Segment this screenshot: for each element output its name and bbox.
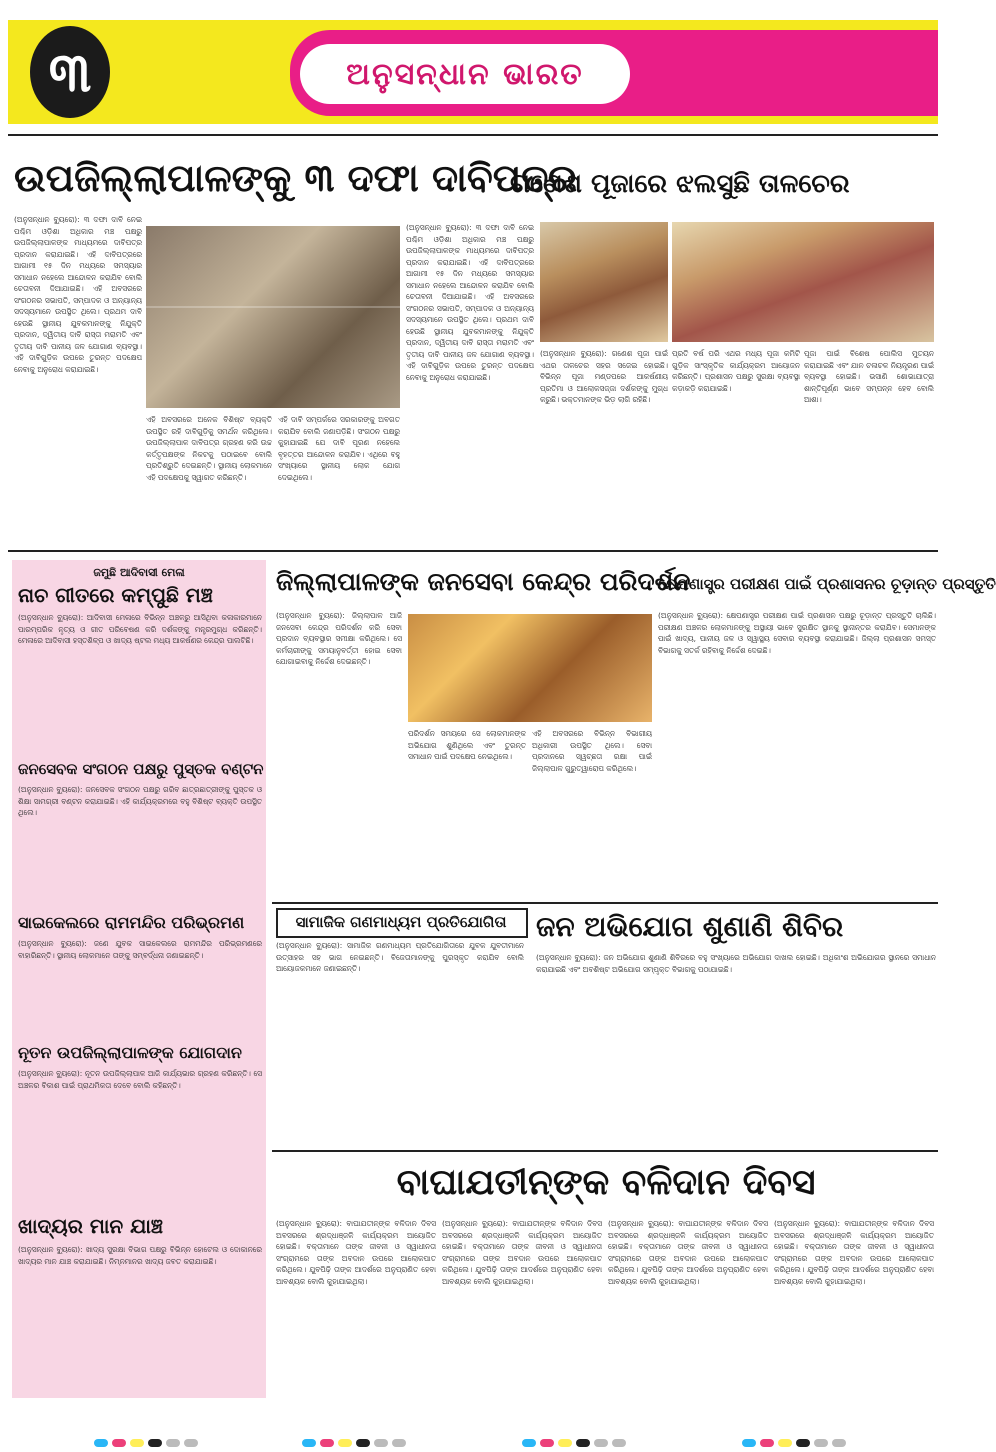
sidebar-story4-text: (ଅନୁସନ୍ଧାନ ବ୍ୟୁରୋ): ନୂତନ ଉପଜିଲ୍ଲାପାଳ ଆଜି କାର୍ଯ୍ୟଭାର ଗ୍ରହଣ କରିଛନ୍ତି। ସେ ଅଞ୍ଚଳର ବିକାଶ ପାଇଁ ପ୍ରାଥମିକତା ଦେବେ ବୋଲି କହିଛନ୍ତି।	[18, 1069, 262, 1090]
top-story-col3: ଏହି ଦାବି ସମ୍ପର୍କରେ ସରକାରଙ୍କୁ ଅବଗତ କରାଯିବ ବୋଲି ଜଣାପଡ଼ିଛି। ସଂଗଠନ ପକ୍ଷରୁ କୁହାଯାଇଛି ଯେ ଦାବି ପୂରଣ ନହେଲେ ବୃହତ୍ତର ଆନ୍ଦୋଳନ କରାଯିବ। ଏଥିରେ ବହୁ ସଂଖ୍ୟାରେ ସ୍ଥାନୀୟ ଲୋକ ଯୋଗ ଦେଇଥିଲେ।	[278, 415, 400, 482]
top-story-photo	[146, 226, 400, 408]
bagha-col4: (ଅନୁସନ୍ଧାନ ବ୍ୟୁରୋ): ବାଘାଯତୀନ୍‌ଙ୍କ ବଳିଦାନ ଦିବସ ଅବସରରେ ଶ୍ରଦ୍ଧାଞ୍ଜଳି କାର୍ଯ୍ୟକ୍ରମ ଆୟୋଜିତ ହୋଇଛି। ବକ୍ତାମାନେ ତାଙ୍କ ଜୀବନୀ ଓ ସ୍ୱାଧୀନତା ସଂଗ୍ରାମରେ ତାଙ୍କ ଅବଦାନ ଉପରେ ଆଲୋକପାତ କରିଥିଲେ। ଯୁବପିଢ଼ି ତାଙ୍କ ଆଦର୍ଶରେ ଅନୁପ୍ରାଣିତ ହେବା ଆବଶ୍ୟକ ବୋଲି କୁହାଯାଇଥିଲା।	[774, 1219, 934, 1286]
sidebar-story4-title: ନୂତନ ଉପଜିଲ୍ଲାପାଳଙ୍କ ଯୋଗଦାନ	[18, 1043, 242, 1062]
section-divider-2	[272, 902, 938, 904]
sidebar-story2-title: ଜନସେବକ ସଂଗଠନ ପକ୍ଷରୁ ପୁସ୍ତକ ବଣ୍ଟନ	[18, 760, 264, 778]
collector-col3: ଏହି ଅବସରରେ ବିଭିନ୍ନ ବିଭାଗୀୟ ଅଧିକାରୀ ଉପସ୍ଥିତ ଥିଲେ। ସେବା ପ୍ରଦାନରେ ସ୍ୱଚ୍ଛତା ରକ୍ଷା ପାଇଁ ଜିଲ୍ଲାପାଳ ଗୁରୁତ୍ୱାରୋପ କରିଥିଲେ।	[532, 729, 652, 773]
social-story-headline: ସାମାଜିକ ଗଣମାଧ୍ୟମ ପ୍ରତିଯୋଗିତା	[295, 913, 507, 931]
sidebar-story5-title: ଖାଦ୍ୟର ମାନ ଯାଞ୍ଚ	[18, 1214, 163, 1238]
top-story-headline: ଉପଜିଲ୍ଲାପାଳଙ୍କୁ ୩ ଦଫା ଦାବିପତ୍ର	[14, 156, 578, 200]
sidebar-story3-title: ସାଇକେଲରେ ରାମମନ୍ଦିର ପରିଭ୍ରମଣ	[18, 913, 245, 932]
ganesh-col3: ପୂଜା ପାଇଁ ବିଶେଷ ପୋଲିସ ମୁତୟନ କରାଯାଇଛି ଏବଂ ଯାନ ଚଳାଚଳ ନିୟନ୍ତ୍ରଣ ପାଇଁ ବ୍ୟବସ୍ଥା ହୋଇଛି। ଭସାଣି ଶୋଭାଯାତ୍ରା ଶାନ୍ତିପୂର୍ଣ୍ଣ ଭାବେ ସମ୍ପନ୍ନ ହେବ ବୋଲି ଆଶା।	[804, 349, 934, 404]
missile-story-text: (ଅନୁସନ୍ଧାନ ବ୍ୟୁରୋ): କ୍ଷେପଣାସ୍ତ୍ର ପରୀକ୍ଷଣ ପାଇଁ ପ୍ରଶାସନ ପକ୍ଷରୁ ଚୂଡ଼ାନ୍ତ ପ୍ରସ୍ତୁତି ଚାଲିଛି। ପରୀକ୍ଷଣ ଅଞ୍ଚଳର ଲୋକମାନଙ୍କୁ ଅସ୍ଥାୟୀ ଭାବେ ସୁରକ୍ଷିତ ସ୍ଥାନକୁ ସ୍ଥାନାନ୍ତର କରାଯିବ। ସେମାନଙ୍କ ପାଇଁ ଖାଦ୍ୟ, ପାନୀୟ ଜଳ ଓ ସ୍ୱାସ୍ଥ୍ୟ ସେବାର ବ୍ୟବସ୍ଥା କରାଯାଇଛି। ଜିଲ୍ଲା ପ୍ରଶାସନ ସମସ୍ତ ବିଭାଗକୁ ସତର୍କ ରହିବାକୁ ନିର୍ଦ୍ଦେଶ ଦେଇଛି।	[658, 611, 936, 655]
sidebar-story2-text: (ଅନୁସନ୍ଧାନ ବ୍ୟୁରୋ): ଜନସେବକ ସଂଗଠନ ପକ୍ଷରୁ ଗରିବ ଛାତ୍ରଛାତ୍ରୀଙ୍କୁ ପୁସ୍ତକ ଓ ଶିକ୍ଷା ସାମଗ୍ରୀ ବଣ୍ଟନ କରାଯାଇଛି। ଏହି କାର୍ଯ୍ୟକ୍ରମରେ ବହୁ ବିଶିଷ୍ଟ ବ୍ୟକ୍ତି ଉପସ୍ଥିତ ଥିଲେ।	[18, 785, 262, 817]
collector-col2: ପରିଦର୍ଶନ ସମୟରେ ସେ ଲୋକମାନଙ୍କ ଅଭିଯୋଗ ଶୁଣିଥିଲେ ଏବଂ ତୁରନ୍ତ ସମାଧାନ ପାଇଁ ପଦକ୍ଷେପ ନେଇଥିଲେ।	[408, 729, 526, 761]
header-divider	[8, 134, 938, 136]
collector-story-headline: ଜିଲ୍ଲାପାଳଙ୍କ ଜନସେବା କେନ୍ଦ୍ର ପରିଦର୍ଶନ	[276, 567, 691, 596]
ganesh-photo-1	[540, 222, 668, 342]
section-divider-1	[8, 550, 938, 552]
collector-col1: (ଅନୁସନ୍ଧାନ ବ୍ୟୁରୋ): ଜିଲ୍ଲାପାଳ ଆଜି ଜନସେବା କେନ୍ଦ୍ର ପରିଦର୍ଶନ କରି ସେବା ପ୍ରଦାନ ବ୍ୟବସ୍ଥାର ସମୀକ୍ଷା କରିଥିଲେ। ସେ କର୍ମଚାରୀଙ୍କୁ ସମୟାନୁବର୍ତ୍ତୀ ହୋଇ ସେବା ଯୋଗାଇବାକୁ ନିର୍ଦ୍ଦେଶ ଦେଇଛନ୍ତି।	[276, 611, 402, 666]
ganesh-col1: (ଅନୁସନ୍ଧାନ ବ୍ୟୁରୋ): ଗଣେଶ ପୂଜା ପାଇଁ ଏଥର ତାଳଚେର ସହର ସଜେଇ ହୋଇଛି। ବିଭିନ୍ନ ପୂଜା ମଣ୍ଡପରେ ଆକର୍ଷଣୀୟ ପ୍ରତିମା ଓ ଆଲୋକସଜ୍ଜା ଦର୍ଶକଙ୍କୁ ମୁଗ୍ଧ କରୁଛି। ଭକ୍ତମାନଙ୍କ ଭିଡ଼ ଲାଗି ରହିଛି।	[540, 349, 668, 404]
missile-story-headline: କ୍ଷେପଣାସ୍ତ୍ର ପରୀକ୍ଷଣ ପାଇଁ ପ୍ରଶାସନର ଚୂଡ଼ାନ୍ତ ପ୍ରସ୍ତୁତି	[658, 575, 996, 593]
bagha-col2: (ଅନୁସନ୍ଧାନ ବ୍ୟୁରୋ): ବାଘାଯତୀନ୍‌ଙ୍କ ବଳିଦାନ ଦିବସ ଅବସରରେ ଶ୍ରଦ୍ଧାଞ୍ଜଳି କାର୍ଯ୍ୟକ୍ରମ ଆୟୋଜିତ ହୋଇଛି। ବକ୍ତାମାନେ ତାଙ୍କ ଜୀବନୀ ଓ ସ୍ୱାଧୀନତା ସଂଗ୍ରାମରେ ତାଙ୍କ ଅବଦାନ ଉପରେ ଆଲୋକପାତ କରିଥିଲେ। ଯୁବପିଢ଼ି ତାଙ୍କ ଆଦର୍ଶରେ ଅନୁପ୍ରାଣିତ ହେବା ଆବଶ୍ୟକ ବୋଲି କୁହାଯାଇଥିଲା।	[442, 1219, 602, 1286]
ganesh-photo-2	[672, 222, 934, 342]
paper-name: ଅନୁସନ୍ଧାନ ଭାରତ	[300, 44, 630, 104]
bagha-col1: (ଅନୁସନ୍ଧାନ ବ୍ୟୁରୋ): ବାଘାଯତୀନ୍‌ଙ୍କ ବଳିଦାନ ଦିବସ ଅବସରରେ ଶ୍ରଦ୍ଧାଞ୍ଜଳି କାର୍ଯ୍ୟକ୍ରମ ଆୟୋଜିତ ହୋଇଛି। ବକ୍ତାମାନେ ତାଙ୍କ ଜୀବନୀ ଓ ସ୍ୱାଧୀନତା ସଂଗ୍ରାମରେ ତାଙ୍କ ଅବଦାନ ଉପରେ ଆଲୋକପାତ କରିଥିଲେ। ଯୁବପିଢ଼ି ତାଙ୍କ ଆଦର୍ଶରେ ଅନୁପ୍ରାଣିତ ହେବା ଆବଶ୍ୟକ ବୋଲି କୁହାଯାଇଥିଲା।	[276, 1219, 436, 1286]
page-number: ୩	[30, 26, 110, 118]
grievance-story-text: (ଅନୁସନ୍ଧାନ ବ୍ୟୁରୋ): ଜନ ଅଭିଯୋଗ ଶୁଣାଣି ଶିବିରରେ ବହୁ ସଂଖ୍ୟାରେ ଅଭିଯୋଗ ଦାଖଲ ହୋଇଛି। ଅଧିକାଂଶ ଅଭିଯୋଗର ସ୍ଥାନରେ ସମାଧାନ କରାଯାଇଛି ଏବଂ ଅବଶିଷ୍ଟ ଅଭିଯୋଗ ସମ୍ପୃକ୍ତ ବିଭାଗକୁ ପଠାଯାଇଛି।	[536, 953, 936, 974]
sidebar-kicker: ଜମୁଛି ଆଦିବାସୀ ମେଳା	[93, 566, 185, 579]
grievance-story-headline: ଜନ ଅଭିଯୋଗ ଶୁଣାଣି ଶିବିର	[536, 910, 844, 943]
bagha-col3: (ଅନୁସନ୍ଧାନ ବ୍ୟୁରୋ): ବାଘାଯତୀନ୍‌ଙ୍କ ବଳିଦାନ ଦିବସ ଅବସରରେ ଶ୍ରଦ୍ଧାଞ୍ଜଳି କାର୍ଯ୍ୟକ୍ରମ ଆୟୋଜିତ ହୋଇଛି। ବକ୍ତାମାନେ ତାଙ୍କ ଜୀବନୀ ଓ ସ୍ୱାଧୀନତା ସଂଗ୍ରାମରେ ତାଙ୍କ ଅବଦାନ ଉପରେ ଆଲୋକପାତ କରିଥିଲେ। ଯୁବପିଢ଼ି ତାଙ୍କ ଆଦର୍ଶରେ ଅନୁପ୍ରାଣିତ ହେବା ଆବଶ୍ୟକ ବୋଲି କୁହାଯାଇଥିଲା।	[608, 1219, 768, 1286]
sidebar-story5-text: (ଅନୁସନ୍ଧାନ ବ୍ୟୁରୋ): ଖାଦ୍ୟ ସୁରକ୍ଷା ବିଭାଗ ପକ୍ଷରୁ ବିଭିନ୍ନ ହୋଟେଲ ଓ ଦୋକାନରେ ଖାଦ୍ୟର ମାନ ଯାଞ୍ଚ କରାଯାଇଛି। ନିମ୍ନମାନର ଖାଦ୍ୟ ଜବତ କରାଯାଇଛି।	[18, 1245, 262, 1266]
bagha-story-headline: ବାଘାଯତୀନ୍‌ଙ୍କ ବଳିଦାନ ଦିବସ	[396, 1162, 816, 1203]
sidebar-story1-title: ନାଚ ଗୀତରେ କମ୍ପୁଛି ମଞ୍ଚ	[18, 583, 213, 607]
ganesh-col2: ପ୍ରତି ବର୍ଷ ପରି ଏଥର ମଧ୍ୟ ପୂଜା କମିଟି ଗୁଡ଼ିକ ସାଂସ୍କୃତିକ କାର୍ଯ୍ୟକ୍ରମ ଆୟୋଜନ କରିଛନ୍ତି। ପ୍ରଶାସନ ପକ୍ଷରୁ ସୁରକ୍ଷା ବ୍ୟବସ୍ଥା କଡ଼ାକଡ଼ି କରାଯାଇଛି।	[672, 349, 800, 393]
sidebar-story3-text: (ଅନୁସନ୍ଧାନ ବ୍ୟୁରୋ): ଜଣେ ଯୁବକ ସାଇକେଲରେ ରାମମନ୍ଦିର ପରିଭ୍ରମଣରେ ବାହାରିଛନ୍ତି। ସ୍ଥାନୀୟ ଲୋକମାନେ ତାଙ୍କୁ ସମ୍ବର୍ଦ୍ଧନା ଜଣାଇଛନ୍ତି।	[18, 939, 262, 960]
section-divider-3	[272, 1150, 938, 1152]
print-registration-marks	[0, 1428, 945, 1448]
sidebar-story1-text: (ଅନୁସନ୍ଧାନ ବ୍ୟୁରୋ): ଆଦିବାସୀ ମେଳାରେ ବିଭିନ୍ନ ଅଞ୍ଚଳରୁ ଆସିଥିବା କଳାକାରମାନେ ପାରମ୍ପରିକ ନୃତ୍ୟ ଓ ଗୀତ ପରିବେଷଣ କରି ଦର୍ଶକଙ୍କୁ ମନ୍ତ୍ରମୁଗ୍ଧ କରିଛନ୍ତି। ମେଳାରେ ଆଦିବାସୀ ହସ୍ତଶିଳ୍ପ ଓ ଖାଦ୍ୟ ଷ୍ଟଲ ମଧ୍ୟ ଆକର୍ଷଣର କେନ୍ଦ୍ର ପାଲଟିଛି।	[18, 613, 262, 645]
social-story-text: (ଅନୁସନ୍ଧାନ ବ୍ୟୁରୋ): ସାମାଜିକ ଗଣମାଧ୍ୟମ ପ୍ରତିଯୋଗିତାରେ ଯୁବକ ଯୁବତୀମାନେ ଉତ୍ସାହର ସହ ଭାଗ ନେଇଛନ୍ତି। ବିଜେତାମାନଙ୍କୁ ପୁରସ୍କୃତ କରାଯିବ ବୋଲି ଆୟୋଜକମାନେ ଜଣାଇଛନ୍ତି।	[276, 941, 524, 973]
ganesh-story-headline: ଗଣେଶ ପୂଜାରେ ଝଲସୁଛି ତାଳଚେର	[510, 169, 850, 199]
collector-photo	[408, 614, 652, 722]
top-story-col4: (ଅନୁସନ୍ଧାନ ବ୍ୟୁରୋ): ୩ ଦଫା ଦାବି ନେଇ ପଶ୍ଚିମ ଓଡ଼ିଶା ଅଧିକାର ମଞ୍ଚ ପକ୍ଷରୁ ଉପଜିଲ୍ଲାପାଳଙ୍କ ମାଧ୍ୟମରେ ଦାବିପତ୍ର ପ୍ରଦାନ କରାଯାଇଛି। ଏହି ଦାବିପତ୍ରରେ ଆଗାମୀ ୧୫ ଦିନ ମଧ୍ୟରେ ସମସ୍ୟାର ସମାଧାନ ନହେଲେ ଆନ୍ଦୋଳନ କରାଯିବ ବୋଲି ଚେତାବନୀ ଦିଆଯାଇଛି। ଏହି ଅବସରରେ ସଂଗଠନର ସଭାପତି, ସମ୍ପାଦକ ଓ ଅନ୍ୟାନ୍ୟ ସଦସ୍ୟମାନେ ଉପସ୍ଥିତ ଥିଲେ। ପ୍ରଥମ ଦାବି ହେଉଛି ସ୍ଥାନୀୟ ଯୁବକମାନଙ୍କୁ ନିଯୁକ୍ତି ପ୍ରଦାନ, ଦ୍ୱିତୀୟ ଦାବି ରାସ୍ତା ମରାମତି ଏବଂ ତୃତୀୟ ଦାବି ପାନୀୟ ଜଳ ଯୋଗାଣ ବ୍ୟବସ୍ଥା। ଏହି ଦାବିଗୁଡ଼ିକ ଉପରେ ତୁରନ୍ତ ପଦକ୍ଷେପ ନେବାକୁ ଅନୁରୋଧ କରାଯାଇଛି।	[406, 223, 534, 382]
top-story-col2: ଏହି ଅବସରରେ ଅନେକ ବିଶିଷ୍ଟ ବ୍ୟକ୍ତି ଉପସ୍ଥିତ ରହି ଦାବିଗୁଡ଼ିକୁ ସମର୍ଥନ କରିଥିଲେ। ଉପଜିଲ୍ଲାପାଳ ଦାବିପତ୍ର ଗ୍ରହଣ କରି ଉଚ୍ଚ କର୍ତ୍ତୃପକ୍ଷଙ୍କ ନିକଟକୁ ପଠାଇବେ ବୋଲି ପ୍ରତିଶ୍ରୁତି ଦେଇଛନ୍ତି। ସ୍ଥାନୀୟ ଲୋକମାନେ ଏହି ପଦକ୍ଷେପକୁ ସ୍ୱାଗତ କରିଛନ୍ତି।	[146, 415, 272, 482]
top-story-col1: (ଅନୁସନ୍ଧାନ ବ୍ୟୁରୋ): ୩ ଦଫା ଦାବି ନେଇ ପଶ୍ଚିମ ଓଡ଼ିଶା ଅଧିକାର ମଞ୍ଚ ପକ୍ଷରୁ ଉପଜିଲ୍ଲାପାଳଙ୍କ ମାଧ୍ୟମରେ ଦାବିପତ୍ର ପ୍ରଦାନ କରାଯାଇଛି। ଏହି ଦାବିପତ୍ରରେ ଆଗାମୀ ୧୫ ଦିନ ମଧ୍ୟରେ ସମସ୍ୟାର ସମାଧାନ ନହେଲେ ଆନ୍ଦୋଳନ କରାଯିବ ବୋଲି ଚେତାବନୀ ଦିଆଯାଇଛି। ଏହି ଅବସରରେ ସଂଗଠନର ସଭାପତି, ସମ୍ପାଦକ ଓ ଅନ୍ୟାନ୍ୟ ସଦସ୍ୟମାନେ ଉପସ୍ଥିତ ଥିଲେ। ପ୍ରଥମ ଦାବି ହେଉଛି ସ୍ଥାନୀୟ ଯୁବକମାନଙ୍କୁ ନିଯୁକ୍ତି ପ୍ରଦାନ, ଦ୍ୱିତୀୟ ଦାବି ରାସ୍ତା ମରାମତି ଏବଂ ତୃତୀୟ ଦାବି ପାନୀୟ ଜଳ ଯୋଗାଣ ବ୍ୟବସ୍ଥା। ଏହି ଦାବିଗୁଡ଼ିକ ଉପରେ ତୁରନ୍ତ ପଦକ୍ଷେପ ନେବାକୁ ଅନୁରୋଧ କରାଯାଇଛି।	[14, 215, 142, 374]
